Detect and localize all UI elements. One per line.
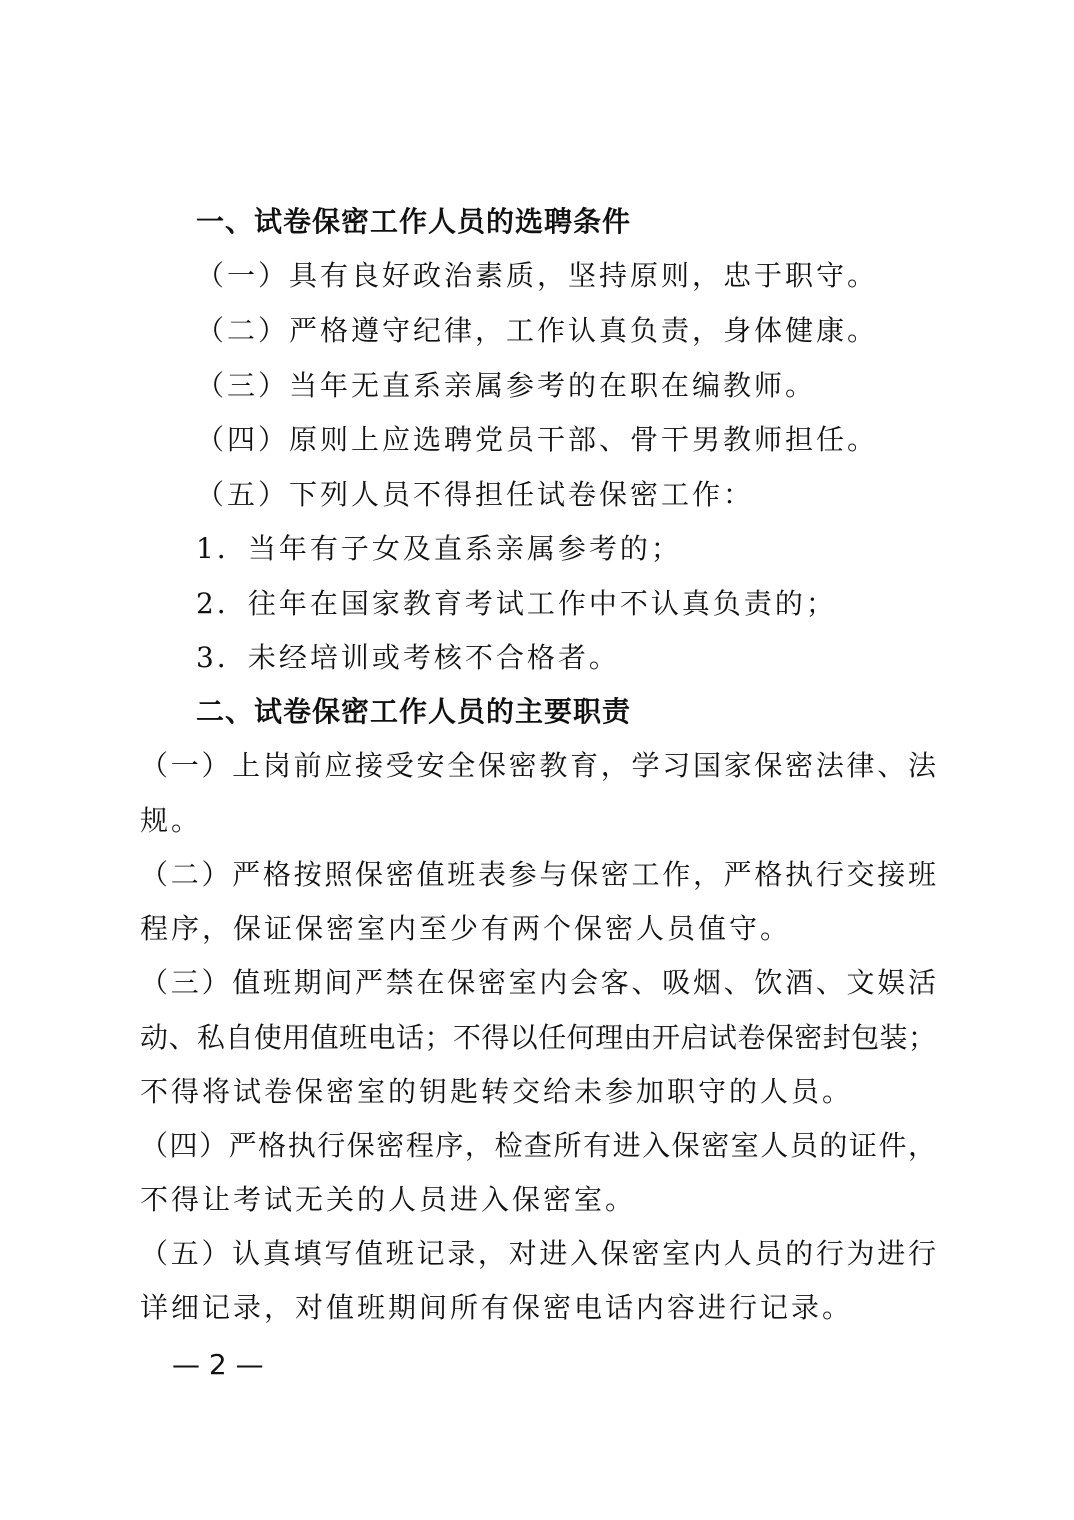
section2-p2-line1: （二）严格按照保密值班表参与保密工作，严格执行交接班	[140, 858, 936, 891]
section2-p3-line3: 不得将试卷保密室的钥匙转交给未参加职守的人员。	[140, 1075, 854, 1108]
section2-p5-line1: （五）认真填写值班记录，对进入保密室内人员的行为进行	[140, 1237, 936, 1270]
section2-p4-line2: 不得让考试无关的人员进入保密室。	[140, 1183, 637, 1216]
section2-p2-line2: 程序，保证保密室内至少有两个保密人员值守。	[140, 912, 792, 945]
section1-heading: 一、试卷保密工作人员的选聘条件	[196, 205, 632, 238]
page-number: — 2 —	[172, 1348, 264, 1381]
section1-item-3: （三）当年无直系亲属参考的在职在编教师。	[196, 369, 817, 402]
section2-p1-line1: （一）上岗前应接受安全保密教育，学习国家保密法律、法	[140, 749, 936, 782]
section2-heading: 二、试卷保密工作人员的主要职责	[196, 695, 632, 728]
section2-p3-line1: （三）值班期间严禁在保密室内会客、吸烟、饮酒、文娱活	[140, 966, 936, 999]
section1-item-4: （四）原则上应选聘党员干部、骨干男教师担任。	[196, 423, 879, 456]
section1-sub-item-1: 1．当年有子女及直系亲属参考的；	[196, 532, 682, 565]
section1-item-1: （一）具有良好政治素质，坚持原则，忠于职守。	[196, 259, 879, 292]
section1-sub-item-2: 2．往年在国家教育考试工作中不认真负责的；	[196, 587, 837, 620]
section2-p5-line2: 详细记录，对值班期间所有保密电话内容进行记录。	[140, 1291, 854, 1324]
section2-p4-line1: （四）严格执行保密程序，检查所有进入保密室人员的证件，	[140, 1129, 936, 1162]
section2-p1-line2: 规。	[140, 804, 203, 837]
section2-p3-line2: 动、私自使用值班电话；不得以任何理由开启试卷保密封包装；	[140, 1021, 936, 1054]
section1-sub-item-3: 3．未经培训或考核不合格者。	[196, 641, 620, 674]
section1-item-5: （五）下列人员不得担任试卷保密工作：	[196, 478, 755, 511]
section1-item-2: （二）严格遵守纪律，工作认真负责，身体健康。	[196, 314, 879, 347]
